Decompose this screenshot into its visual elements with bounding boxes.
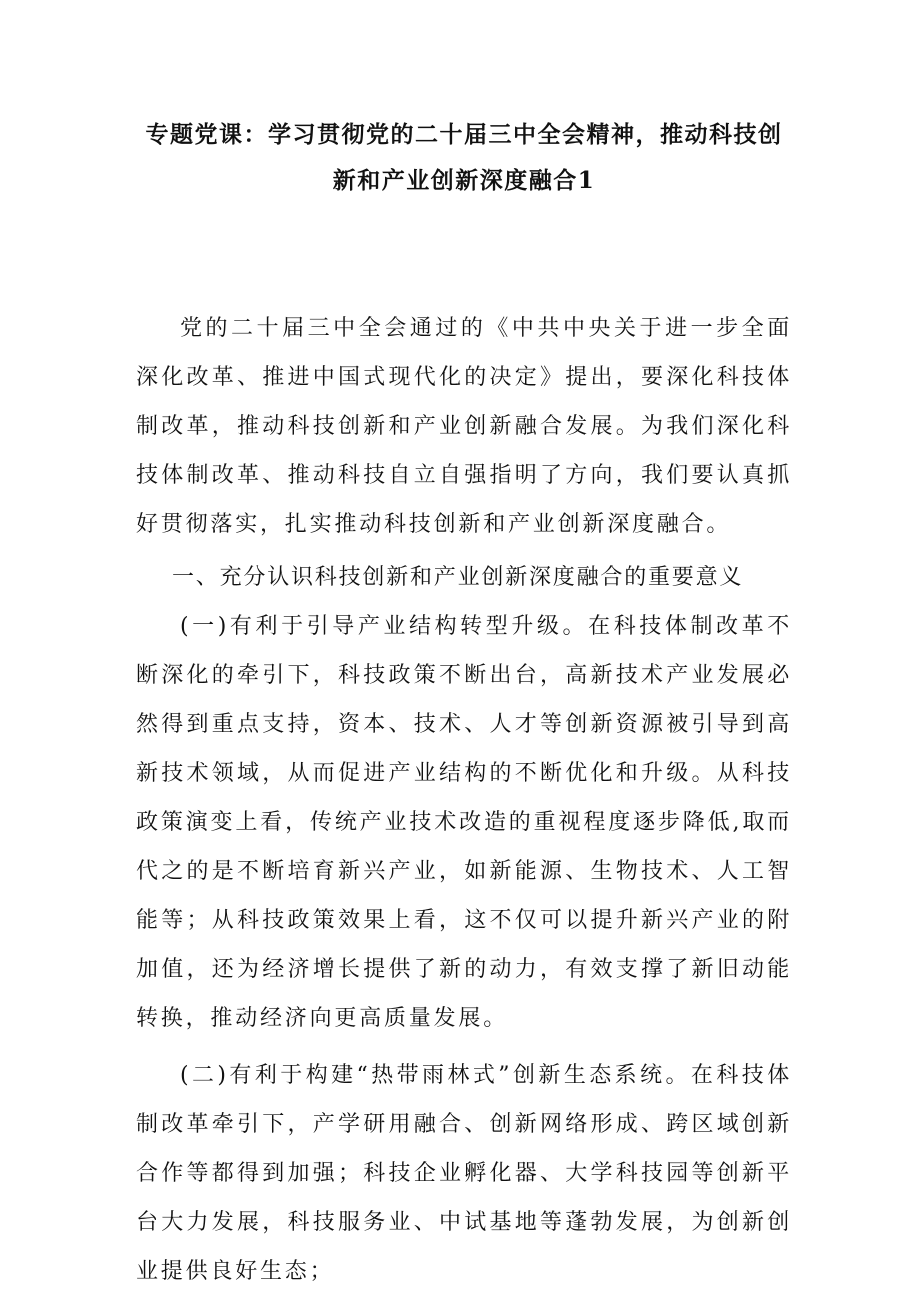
intro-paragraph: 党的二十届三中全会通过的《中共中央关于进一步全面深化改革、推进中国式现代化的决定》提出，要深化科技体制改革，推动科技创新和产业创新融合发展。为我们深化科技体制改革、推动科技自立自强指明了方向，我们要认真抓好贯彻落实，扎实推动科技创新和产业创新深度融合。 [136,316,792,537]
sub-paragraph-1: (一)有利于引导产业结构转型升级。在科技体制改革不断深化的牵引下，科技政策不断出台，高新技术产业发展必然得到重点支持，资本、技术、人才等创新资源被引导到高新技术领域，从而促进产业结构的不断优化和升级。从科技政策演变上看，传统产业技术改造的重视程度逐步降低,取而代之的是不断培育新兴产业，如新能源、生物技术、人工智能等；从科技政策效果上看，这不仅可以提升新兴产业的附加值，还为经济增长提供了新的动力，有效支撑了新旧动能转换，推动经济向更高质量发展。 [136,614,792,1031]
sub-paragraph-2: (二)有利于构建“热带雨林式”创新生态系统。在科技体制改革牵引下，产学研用融合、创新网络形成、跨区域创新合作等都得到加强；科技企业孵化器、大学科技园等创新平台大力发展，科技服务业、中试基地等蓬勃发展，为创新创业提供良好生态； [136,1063,792,1284]
title-line-1: 专题党课：学习贯彻党的二十届三中全会精神，推动科技创 [145,121,783,148]
document-title [136,112,792,204]
document-body [136,304,792,1296]
section-heading: 一、充分认识科技创新和产业创新深度融合的重要意义 [172,565,744,590]
title-line-2: 新和产业创新深度融合1 [332,167,596,194]
